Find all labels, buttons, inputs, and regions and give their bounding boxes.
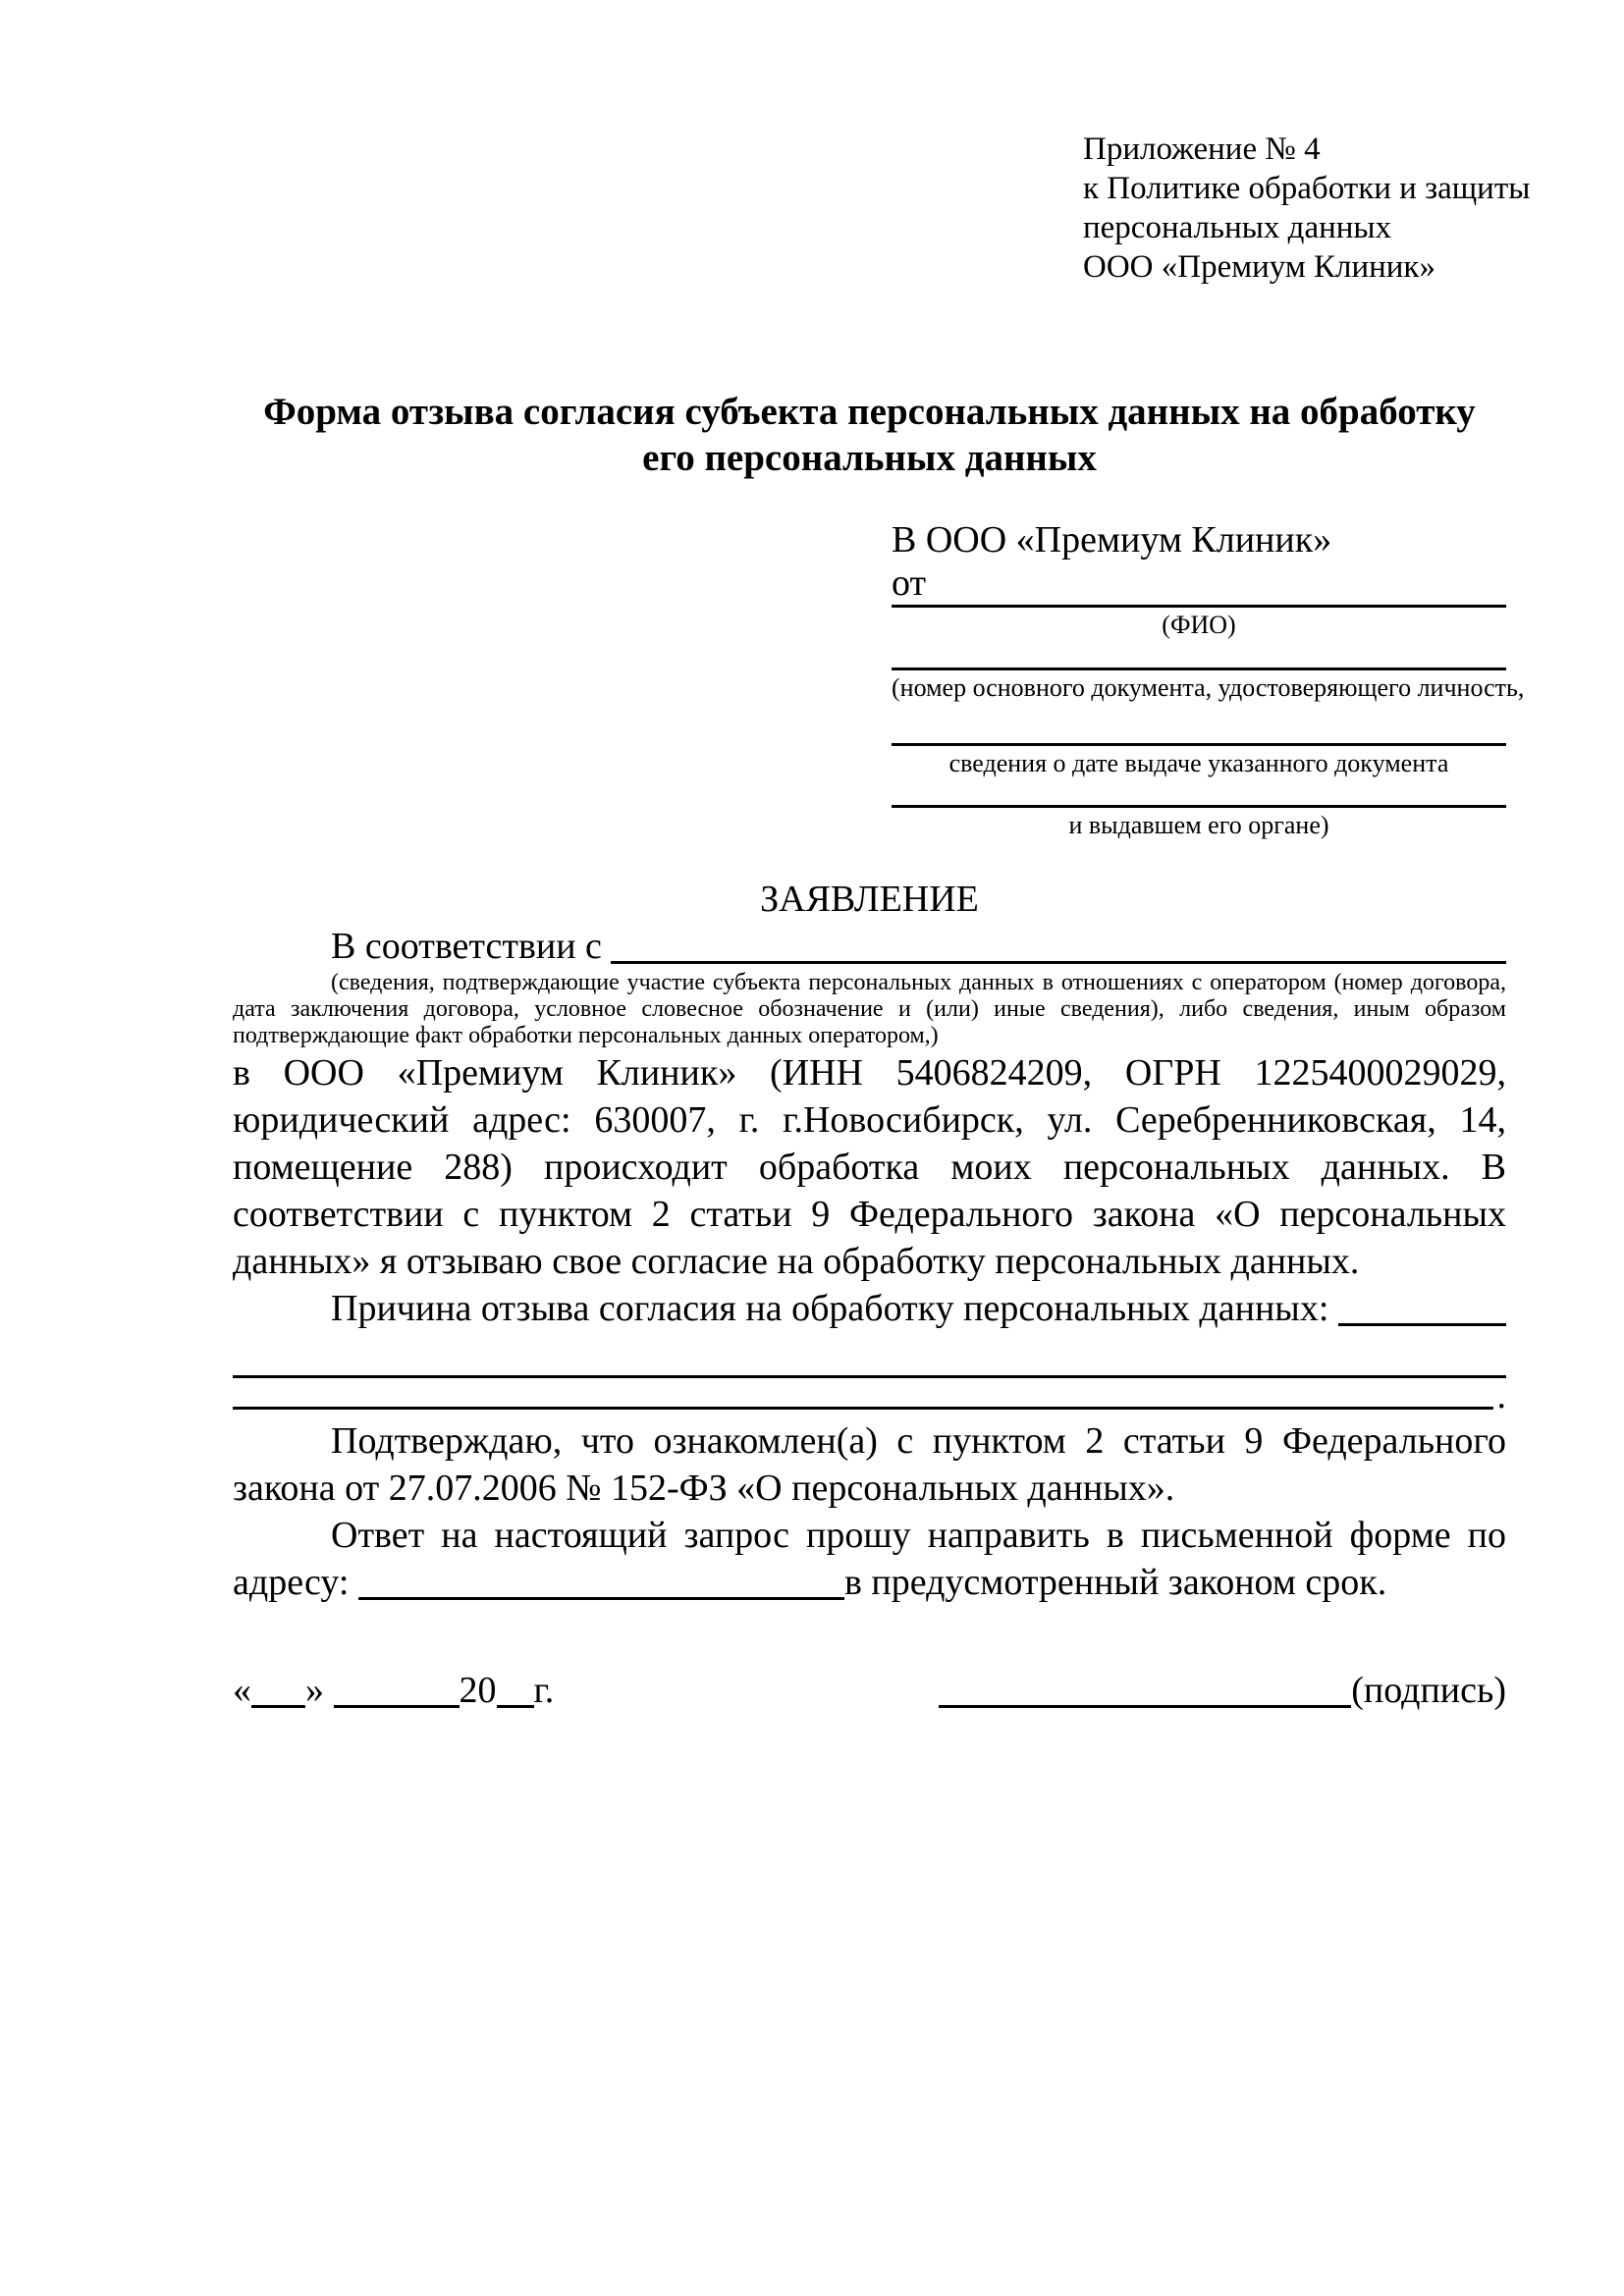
date-line	[233, 1667, 554, 1714]
appendix-line: персональных данных	[1083, 210, 1392, 245]
main-paragraph: в ООО «Премиум Клиник» (ИНН 5406824209, ОГРН 1225400029029, юридический адрес: 630007, г. г.Новосибирск, ул. Серебренниковская, 14, помещение 288) происходит обработка моих персональных данных. В соответствии с пунктом 2 статьи 9 Федерального закона «О персональных данных» я отзываю свое согласие на обработку персональных данных.	[233, 1052, 1506, 1282]
addressee-block	[892, 516, 1525, 840]
fio-caption: (ФИО)	[1162, 611, 1236, 639]
year-blank-line	[497, 1704, 534, 1708]
reply-paragraph	[233, 1512, 1506, 1606]
issuing-authority-blank-line	[892, 778, 1506, 808]
reason-row	[233, 1285, 1506, 1332]
quote-close: »	[305, 1670, 324, 1711]
document-number-blank-line	[892, 640, 1506, 670]
signature-caption: (подпись)	[1351, 1670, 1506, 1711]
issue-date-caption: сведения о дате выдаче указанного документа	[948, 749, 1449, 777]
issue-date-blank-line	[892, 703, 1506, 746]
appendix-note	[1083, 130, 1531, 287]
document-number-caption: (номер основного документа, удостоверяющего личность,	[892, 673, 1525, 702]
document-title-line: Форма отзыва согласия субъекта персональных данных на обработку	[263, 391, 1476, 433]
spacer	[602, 923, 612, 970]
blank-line-terminator: .	[1496, 1375, 1506, 1416]
reason-label: Причина отзыва согласия на обработку персональных данных:	[331, 1288, 1329, 1329]
fine-print-note: (сведения, подтверждающие участие субъекта персональных данных в отношениях с оператором (номер договора, дата заключения договора, условное словесное обозначение и (или) иные сведения), либо сведения, иным образом подтверждающие факт обработки персональных данных оператором,)	[233, 970, 1506, 1048]
accordance-blank-line	[611, 923, 1506, 964]
reply-tail-text: в предусмотренный законом срок.	[843, 1562, 1387, 1603]
reason-continuation-line-1	[233, 1360, 1506, 1378]
accordance-row	[233, 923, 1506, 970]
appendix-line: ООО «Премиум Клиник»	[1083, 249, 1435, 285]
document-title-line: его персональных данных	[642, 437, 1097, 479]
appendix-line: Приложение № 4	[1083, 132, 1321, 167]
document-title	[233, 389, 1506, 481]
signature-blank-line	[939, 1704, 1351, 1708]
confirmation-paragraph: Подтверждаю, что ознакомлен(а) с пунктом 2 статьи 9 Федерального закона от 27.07.2006 № 152-ФЗ «О персональных данных».	[233, 1420, 1506, 1509]
day-blank-line	[251, 1704, 305, 1708]
statement-heading: ЗАЯВЛЕНИЕ	[760, 879, 979, 920]
reason-blank-line	[1338, 1285, 1506, 1326]
signature-line	[939, 1667, 1506, 1714]
addressee-from-label: от	[892, 562, 927, 604]
document-content	[233, 130, 1531, 1714]
appendix-line: к Политике обработки и защиты	[1083, 171, 1531, 206]
spacer	[1328, 1285, 1338, 1332]
year-suffix: г.	[533, 1670, 555, 1711]
address-blank-line	[358, 1596, 844, 1600]
month-blank-line	[334, 1704, 460, 1708]
reply-request-text: Ответ на настоящий запрос прошу направить в письменной форме по адресу:	[233, 1515, 1506, 1603]
issuing-authority-caption: и выдавшем его органе)	[1068, 811, 1329, 839]
year-prefix: 20	[459, 1670, 497, 1711]
reason-continuation-row-2	[233, 1375, 1506, 1416]
reason-continuation-line-2	[233, 1407, 1493, 1410]
addressee-to: В ООО «Премиум Клиник»	[892, 519, 1332, 561]
quote-open: «	[233, 1670, 251, 1711]
accordance-label: В соответствии с	[331, 926, 602, 967]
date-signature-row	[233, 1667, 1506, 1714]
